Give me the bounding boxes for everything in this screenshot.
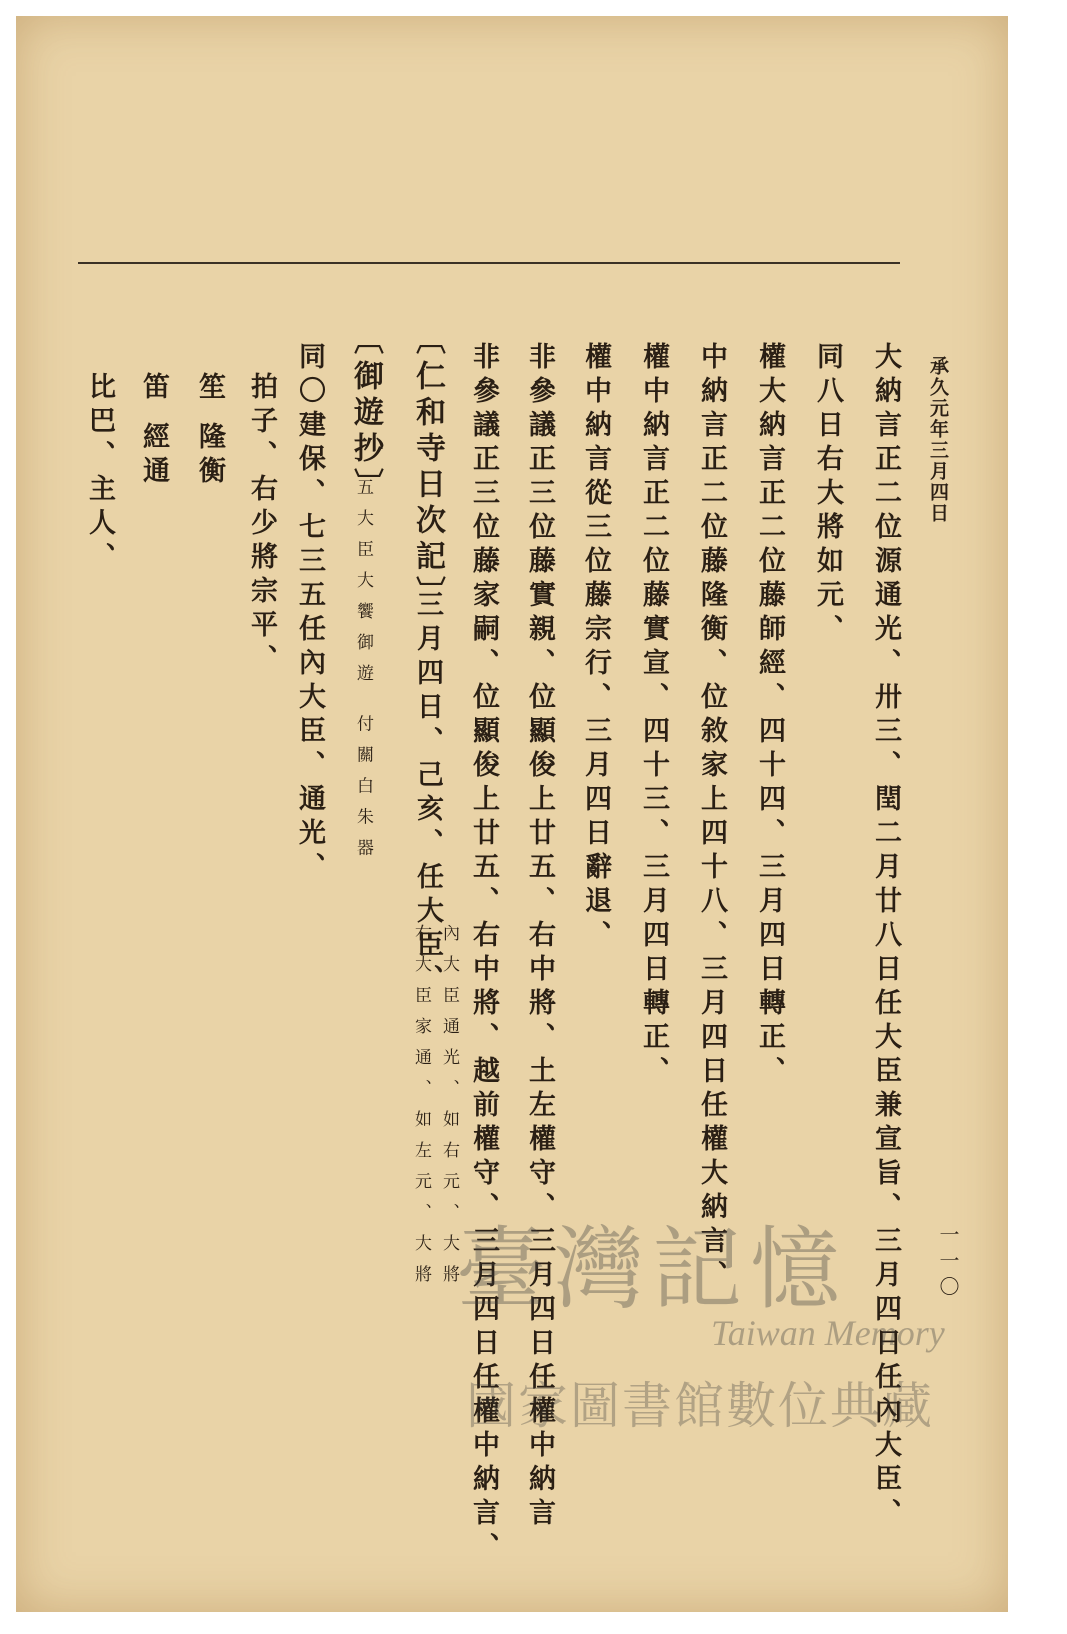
header-rule [78,262,900,264]
text-line-7: 非參議正三位藤實親、位顯俊上廿五、右中將、土左權守、三月四日任權中納言 [524,342,555,1532]
watermark-caption: 國家圖書館數位典藏 [466,1377,934,1435]
watermark-english: Taiwan Memory [711,1313,945,1353]
entry-line-4: 笛 經通 [138,372,169,491]
source-note-a: 內大臣通光、如右元、大將 [439,924,459,1296]
watermark-logo: 臺灣記憶 [456,1217,848,1322]
entry-line-5: 比巴、主人、 [84,372,115,576]
text-line-3: 權大納言正二位藤師經、四十四、三月四日轉正、 [754,342,785,1090]
source-note-b: 右大臣家通、如左元、大將 [411,924,431,1296]
running-header: 承久元年三月四日 [927,356,949,524]
source-text-ninnaji: 三月四日、己亥、任大臣、 [412,590,443,998]
entry-line-2: 拍子、右少將宗平、 [246,372,277,678]
text-line-2: 同八日右大將如元、 [812,342,843,648]
source-note-gyoyusho: 五大臣大饗御遊 付關白朱器 [353,478,373,870]
text-line-6: 權中納言從三位藤宗行、三月四日辭退、 [580,342,611,954]
scanned-page [16,16,1008,1612]
text-line-8: 非參議正三位藤家嗣、位顯俊上廿五、右中將、越前權守、三月四日任權中納言、 [468,342,499,1566]
page-number: 一一〇 [936,1224,960,1302]
entry-line-3: 笙 隆衡 [194,372,225,491]
text-line-1: 大納言正二位源通光、卅三、閏二月廿八日任大臣兼宣旨、三月四日任內大臣、 [870,342,901,1532]
text-line-5: 權中納言正二位藤實宣、四十三、三月四日轉正、 [638,342,669,1090]
source-title-gyoyusho: 〔御遊抄〕 [348,324,383,504]
text-line-4: 中納言正二位藤隆衡、位敘家上四十八、三月四日任權大納言、 [696,342,727,1294]
entry-line-1: 同〇建保、七三五任內大臣、通光、 [294,342,325,886]
source-title-ninnaji: 〔仁和寺日次記〕 [410,324,445,612]
